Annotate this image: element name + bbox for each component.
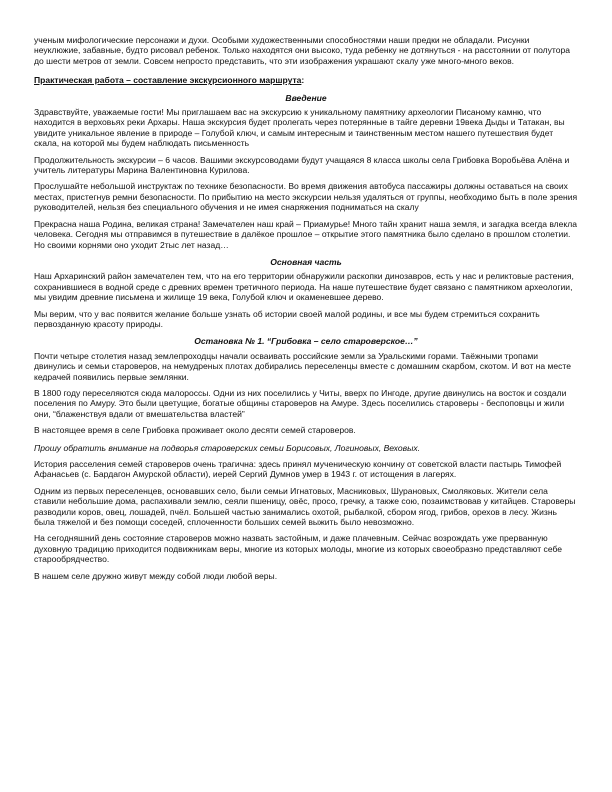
paragraph: В настоящее время в селе Грибовка проживает около десяти семей староверов.: [34, 425, 356, 436]
intro-paragraph: ученым мифологические персонажи и духи. Особыми художественными способностями наши предки не обладали. Рисунки неуклюжие, забавные, будто рисовал ребенок. Только находятся они высоко, туда ребенку не дотянуться - на расстоянии от полутора до шести метров от земли. Совсем непросто представить, что эти изображения украшают скалу уже много-много веков.: [34, 35, 571, 66]
paragraph: В нашем селе дружно живут между собой люди любой веры.: [34, 570, 278, 581]
section-heading-stop1: Остановка № 1. “Грибовка – село староверское…”: [194, 336, 418, 347]
practical-work-title: [34, 75, 578, 85]
paragraph: Почти четыре столетия назад землепроходцы начали осваивать российские земли за Уральскими горами. Таёжными тропами двинулись и семьи староверов, на немудреных плотах добирались переселенцы вместе с домашним скарбом, скотом. И вот на месте кедрачей появились первые землянки.: [34, 350, 571, 382]
paragraph: Здравствуйте, уважаемые гости! Мы приглашаем вас на экскурсию к уникальному памятнику археологии Писаному камню, что находится в верховьях реки Архары. Наша экскурсия будет пролегать через потерянные в тайге деревни 19века Дыды и Татакан, вы увидите уникальное явление в природе – Голубой ключ, и самым интересным и таинственным местом нашего путешествия будет скала, на которой мы будем наблюдать письменность: [34, 107, 565, 149]
paragraph: На сегодняшний день состояние староверов можно назвать застойным, и даже плачевным. Сейчас возрождать уже прерванную духовную традицию приходится подвижникам веры, многие из которых молоды, многие из которых своеобразно представляют себе старообрядчество.: [34, 533, 563, 565]
paragraph: В 1800 году переселяются сюда малороссы. Одни из них поселились у Читы, вверх по Ингоде, другие двинулись на восток и создали поселения по Амуру. Это были цветущие, богатые общины староверов на Амуре. Здесь поселились староверы - беспоповцы и жили они, “блаженствуя вдали от вмешательства властей”: [34, 387, 567, 419]
paragraph: История расселения семей староверов очень трагична: здесь принял мученическую кончину от советской власти пастырь Тимофей Афанасьев (с. Бардагон Амурской области), иерей Сергий Думнов умер в 1943 г. от истощения в лагерях.: [34, 459, 562, 480]
paragraph: Мы верим, что у вас появится желание больше узнать об истории своей малой родины, и все мы будем стремиться сохранить первозданную красоту природы.: [34, 308, 540, 329]
paragraph: Продолжительность экскурсии – 6 часов. Вашими экскурсоводами будут учащаяся 8 класса школы села Грибовка Воробьёва Алёна и учитель литературы Марина Валентиновна Курилова.: [34, 154, 570, 176]
paragraph: Наш Архаринский район замечателен тем, что на его территории обнаружили раскопки динозавров, есть у нас и реликтовые растения, сохранившиеся в водной среде с древних времен третичного периода. На наше путешествие будет связано с памятником археологии, мы увидим древние письмена и жилище 19 века, Голубой ключ и окаменевшее дерево.: [34, 271, 574, 303]
section-heading-main: Основная часть: [270, 256, 342, 267]
document-page: [34, 0, 578, 581]
section-heading-intro: Введение: [285, 92, 327, 103]
italic-note: Прошу обратить внимание на подворья староверских семьи Борисовых, Логиновых, Веховых.: [34, 442, 421, 453]
paragraph: Одним из первых переселенцев, основавших село, были семьи Игнатовых, Масниковых, Шурановых, Смоляковых. Жители села ставили небольшие дома, распахивали землю, сеяли пшеницу, овёс, просо, гречку, а также сою, позаимствовав у китайцев. Староверы разводили коров, овец, лошадей, пчёл. Большей частью занимались охотой, рыбалкой, сбором ягод, грибов, орехов в лесу. Жизнь была тяжелой и без помощи соседей, сплоченности больших семей выжить было невозможно.: [34, 485, 576, 528]
practical-work-title-colon: :: [301, 75, 305, 86]
practical-work-title-text: Практическая работа – составление экскурсионного маршрута: [34, 75, 302, 86]
paragraph: Прослушайте небольшой инструктаж по технике безопасности. Во время движения автобуса пассажиры должны оставаться на своих местах, пристегнув ремни безопасности. По прибытию на место экскурсии нельзя удаляться от группы, необходимо быть в поле зрения руководителей, нельзя без специального обучения и не имея снаряжения подниматься на скалу: [34, 181, 578, 213]
paragraph: Прекрасна наша Родина, великая страна! Замечателен наш край – Приамурье! Много тайн хранит наша земля, и загадка всегда влекла человека. Сегодня мы отправимся в путешествие в далёкое прошлое – открытие этого памятника было сделано в прошлом столетии. Но своими корнями оно уходит 2тыс лет назад…: [34, 218, 577, 250]
